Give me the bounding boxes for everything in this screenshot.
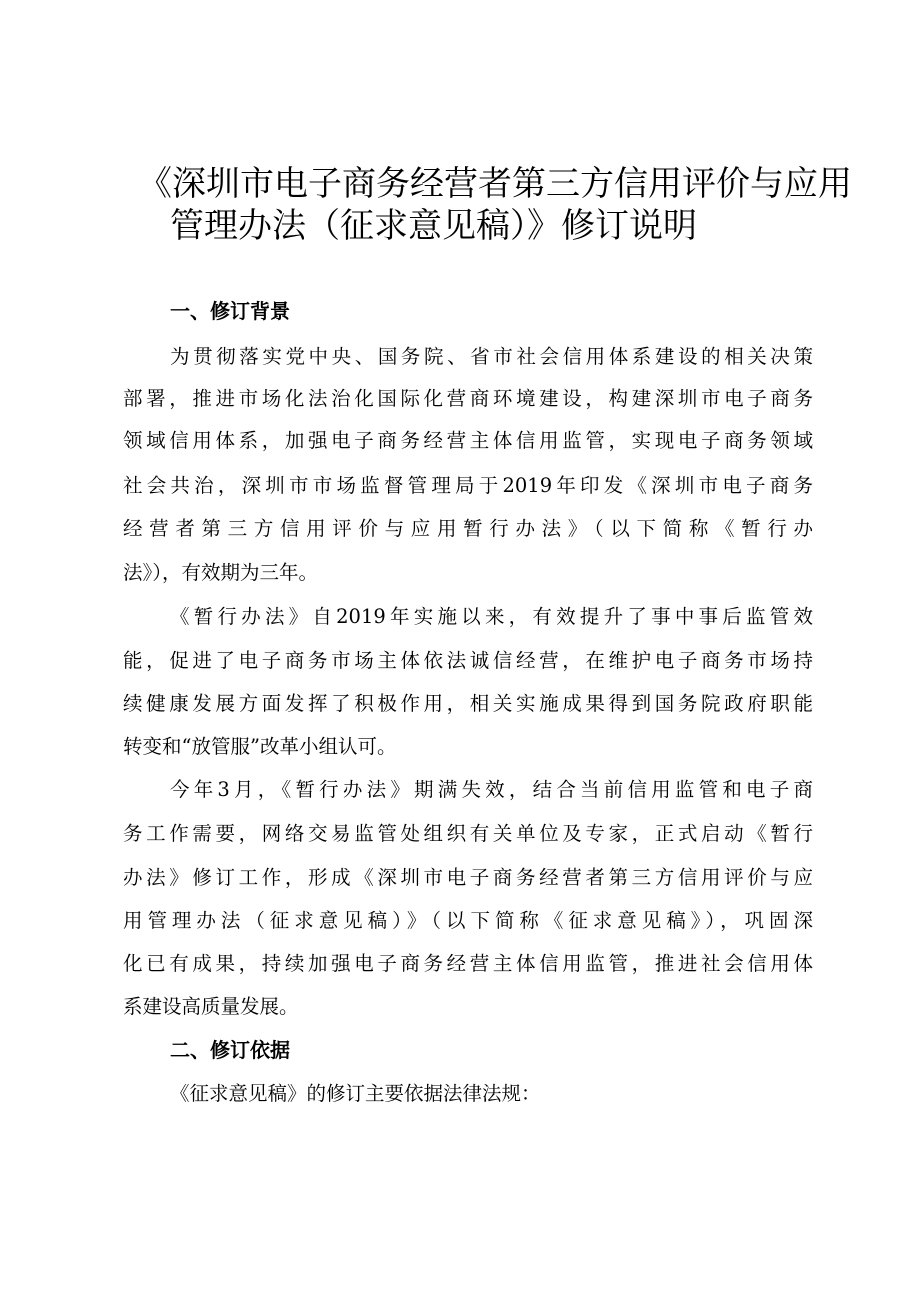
section-heading-basis: 二、修订依据 [170,1038,290,1062]
paragraph-2-line-1: 《暂行办法》自2019年实施以来，有效提升了事中事后监管效 [170,605,813,628]
paragraph-1-line-6: 法》），有效期为三年。 [123,561,319,584]
paragraph-1-line-3: 领域信用体系，加强电子商务经营主体信用监管，实现电子商务领域 [123,429,813,452]
paragraph-3-line-3: 办法》修订工作，形成《深圳市电子商务经营者第三方信用评价与应 [123,866,813,889]
paragraph-3-line-1: 今年3月，《暂行办法》期满失效，结合当前信用监管和电子商 [170,778,813,801]
paragraph-3-line-2: 务工作需要，网络交易监管处组织有关单位及专家，正式启动《暂行 [123,822,813,845]
paragraph-1-line-1: 为贯彻落实党中央、国务院、省市社会信用体系建设的相关决策 [170,345,813,368]
paragraph-3-line-6: 系建设高质量发展。 [123,995,299,1018]
section-heading-background: 一、修订背景 [170,299,290,323]
paragraph-1-line-5: 经营者第三方信用评价与应用暂行办法》（以下简称《暂行办 [123,517,813,540]
paragraph-1-line-2: 部署，推进市场化法治化国际化营商环境建设，构建深圳市电子商务 [123,387,813,410]
paragraph-2-line-3: 续健康发展方面发挥了积极作用，相关实施成果得到国务院政府职能 [123,692,813,715]
paragraph-1-line-4: 社会共治，深圳市市场监督管理局于2019年印发《深圳市电子商务 [123,474,813,497]
paragraph-4-line-1: 《征求意见稿》的修订主要依据法律法规： [170,1082,541,1105]
paragraph-3-line-5: 化已有成果，持续加强电子商务经营主体信用监管，推进社会信用体 [123,952,813,975]
document-title-line-1: 《深圳市电子商务经营者第三方信用评价与应用 [138,164,852,204]
paragraph-3-line-4: 用管理办法（征求意见稿）》（以下简称《征求意见稿》），巩固深 [123,909,813,932]
document-title-line-2: 管理办法（征求意见稿）》修订说明 [170,206,697,246]
paragraph-2-line-4: 转变和“放管服”改革小组认可。 [123,735,397,758]
paragraph-2-line-2: 能，促进了电子商务市场主体依法诚信经营，在维护电子商务市场持 [123,649,813,672]
